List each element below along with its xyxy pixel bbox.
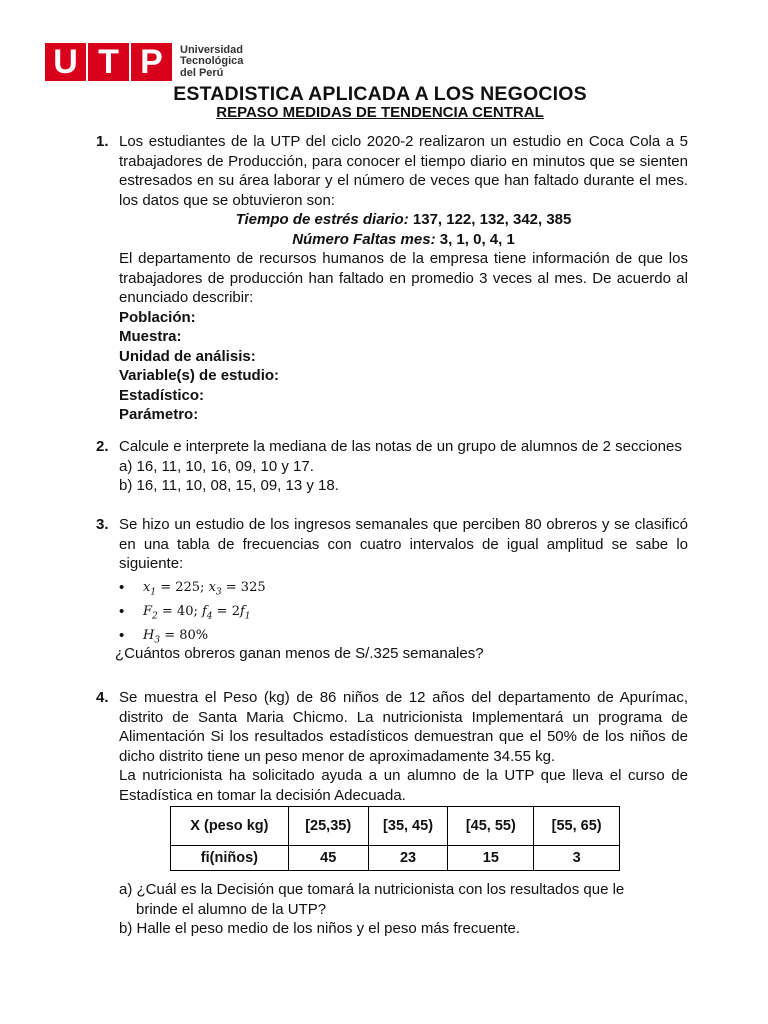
q3-question: ¿Cuántos obreros ganan menos de S/.325 semanales? xyxy=(115,645,484,662)
q2-option-a: a) 16, 11, 10, 16, 09, 10 y 17. xyxy=(119,457,314,475)
logo-letter-t: T xyxy=(88,43,129,81)
logo-letter-p: P xyxy=(131,43,172,81)
q4-option-b: b) Halle el peso medio de los niños y el peso más frecuente. xyxy=(119,920,521,937)
q1-item-parametro: Parámetro: xyxy=(119,406,199,423)
table-cell: 3 xyxy=(534,846,620,871)
q4-option-a: a) ¿Cuál es la Decisión que tomará la nutricionista con los resultados que le brinde el alumno de la UTP? xyxy=(119,881,625,918)
q3-bullet-list xyxy=(119,576,688,648)
table-cell: fi(niños) xyxy=(171,846,289,871)
question-1 xyxy=(96,132,688,425)
question-number: 2. xyxy=(96,438,109,455)
q1-intro: Los estudiantes de la UTP del ciclo 2020-2 realizaron un estudio en Coca Cola a 5 trabajadores de Producción, para conocer el tiempo diario en minutos que se sienten estresados en su área laborar y el número de veces que han faltado durante el mes. los datos que se obtuvieron son: xyxy=(119,133,688,209)
question-number: 4. xyxy=(96,689,109,706)
table-cell: [25,35) xyxy=(288,807,368,846)
q3-text: Se hizo un estudio de los ingresos semanales que perciben 80 obreros y se clasificó en una tabla de frecuencias con cuatro intervalos de igual amplitud se sabe lo siguiente: xyxy=(119,516,688,572)
table-cell: 23 xyxy=(368,846,448,871)
question-3 xyxy=(96,515,688,648)
weights-table xyxy=(170,806,620,871)
q1-data-stress: Tiempo de estrés diario: 137, 122, 132, 342, 385 xyxy=(235,211,572,228)
logo-letter-u: U xyxy=(45,43,86,81)
question-4 xyxy=(96,688,688,805)
table-cell: [45, 55) xyxy=(448,807,534,846)
q1-data-absences: Número Faltas mes: 3, 1, 0, 4, 1 xyxy=(292,230,515,248)
q1-item-estadistico: Estadístico: xyxy=(119,386,205,404)
question-number: 1. xyxy=(96,133,109,150)
question-2 xyxy=(96,437,688,496)
q3-bullet-1: • $x_1 = 225$; $x_3 = 325$ xyxy=(119,576,688,600)
q3-bullet-2: • $F_2 = 40$; $f_4 = 2f_1$ xyxy=(119,600,688,624)
q1-text-2: El departamento de recursos humanos de la empresa tiene información de que los trabajadores de producción han faltado en promedio 3 veces al mes. De acuerdo al enunciado describir: xyxy=(119,250,688,306)
q3-bullet-3: • $H_3 = 80\%$ xyxy=(119,624,688,648)
q2-option-b: b) 16, 11, 10, 08, 15, 09, 13 y 18. xyxy=(119,477,339,494)
page-subtitle: REPASO MEDIDAS DE TENDENCIA CENTRAL xyxy=(216,104,544,121)
table-cell: X (peso kg) xyxy=(171,807,289,846)
table-row xyxy=(171,846,620,871)
q1-item-poblacion: Población: xyxy=(119,308,196,326)
question-number: 3. xyxy=(96,516,109,533)
table-cell: 45 xyxy=(288,846,368,871)
table-cell: [35, 45) xyxy=(368,807,448,846)
q2-text: Calcule e interprete la mediana de las notas de un grupo de alumnos de 2 secciones xyxy=(119,438,682,455)
q4-text-2: La nutricionista ha solicitado ayuda a un alumno de la UTP que lleva el curso de Estadística en tomar la decisión Adecuada. xyxy=(119,767,688,804)
q4-text-1: Se muestra el Peso (kg) de 86 niños de 12 años del departamento de Apurímac, distrito de Santa Maria Chicmo. La nutricionista Implementará un programa de Alimentación Si los resultados estadísticos demuestran que el 50% de los niños de dicho distrito tiene un peso menor de aproximadamente 34.55 kg. xyxy=(119,689,688,765)
table-cell: 15 xyxy=(448,846,534,871)
utp-logo xyxy=(45,42,243,82)
q1-item-unidad: Unidad de análisis: xyxy=(119,347,256,365)
table-header-row xyxy=(171,807,620,846)
q1-item-muestra: Muestra: xyxy=(119,328,182,345)
q1-item-variables: Variable(s) de estudio: xyxy=(119,367,280,384)
page-title: ESTADISTICA APLICADA A LOS NEGOCIOS xyxy=(173,83,587,105)
logo-university-name: Universidad Tecnológica del Perú xyxy=(180,43,244,79)
table-cell: [55, 65) xyxy=(534,807,620,846)
